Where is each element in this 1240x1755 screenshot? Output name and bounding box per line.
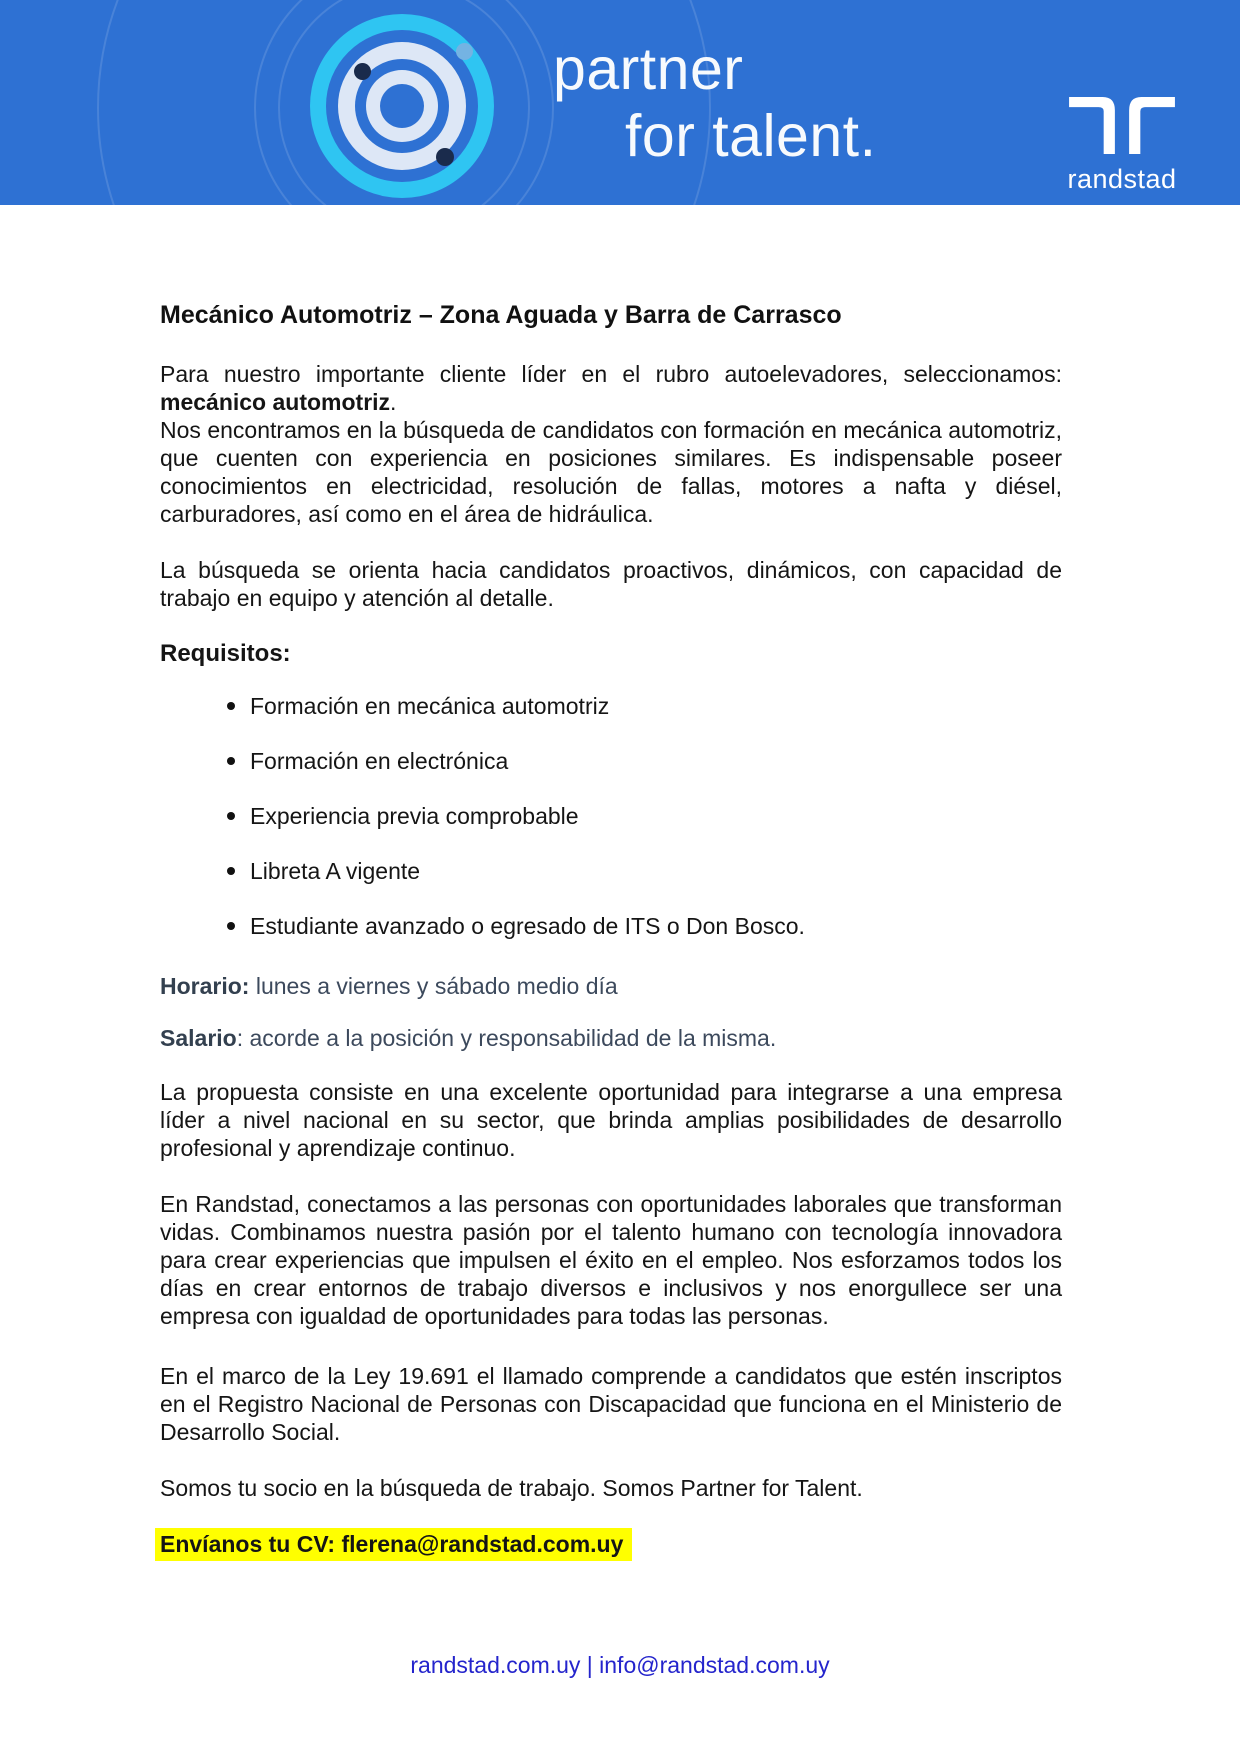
salary-value: : acorde a la posición y responsabilidad de la misma.: [236, 1025, 777, 1051]
schedule-label: Horario:: [160, 973, 250, 999]
intro-paragraph-line1: Para nuestro importante cliente líder en el rubro autoelevadores, seleccionamos:: [160, 361, 1062, 387]
header-banner: [0, 0, 1240, 205]
list-item: [250, 802, 1062, 830]
job-title: Mecánico Automotriz – Zona Aguada y Barra de Carrasco: [160, 301, 842, 329]
schedule-value: lunes a viernes y sábado medio día: [249, 973, 618, 999]
logo-navy-dot-bottom: [436, 148, 454, 166]
schedule-line: [160, 972, 1062, 1000]
list-item: [250, 912, 1062, 940]
logo-lightblue-dot: [456, 43, 473, 60]
cv-email-highlight[interactable]: Envíanos tu CV: flerena@randstad.com.uy: [155, 1528, 632, 1561]
salary-line: [160, 1024, 1062, 1052]
salary-label: Salario: [160, 1025, 237, 1051]
requirement-text: Formación en electrónica: [250, 748, 509, 774]
requirement-text: Experiencia previa comprobable: [250, 803, 579, 829]
cv-line: [160, 1530, 1062, 1558]
requirement-text: Formación en mecánica automotriz: [250, 693, 610, 719]
description-paragraph: Nos encontramos en la búsqueda de candidatos con formación en mecánica automotriz, que cuenten con experiencia en posiciones similares. Es indispensable poseer conocimientos en electricidad, resolución de fallas, motores a nafta y diésel, carburadores, así como en el área de hidráulica.: [160, 417, 1062, 527]
tagline-partner: partner: [553, 36, 744, 102]
requirement-text: Estudiante avanzado o egresado de ITS o Don Bosco.: [250, 913, 805, 939]
profile-paragraph: La búsqueda se orienta hacia candidatos proactivos, dinámicos, con capacidad de trabajo en equipo y atención al detalle.: [160, 557, 1062, 611]
job-posting: [0, 205, 1240, 1558]
list-item: [250, 692, 1062, 720]
about-paragraph: En Randstad, conectamos a las personas con oportunidades laborales que transforman vidas. Combinamos nuestra pasión por el talento humano con tecnología innovadora para crear experiencias que impulsen el éxito en el empleo. Nos esforzamos todos los días en crear entornos de trabajo diversos e inclusivos y nos enorgullece ser una empresa con igualdad de oportunidades para todas las personas.: [160, 1191, 1062, 1329]
tagline: [553, 36, 876, 170]
intro-period: .: [390, 389, 397, 415]
offer-paragraph: La propuesta consiste en una excelente oportunidad para integrarse a una empresa líder a nivel nacional en su sector, que brinda amplias posibilidades de desarrollo profesional y aprendizaje continuo.: [160, 1079, 1062, 1161]
randstad-r-icon: [1069, 97, 1175, 154]
randstad-logo: [1062, 97, 1182, 193]
randstad-wordmark: randstad: [1067, 164, 1177, 194]
list-item: [250, 747, 1062, 775]
tagline-for-talent: for talent.: [625, 103, 877, 169]
logo-navy-dot-top: [354, 63, 371, 80]
requirements-heading: Requisitos:: [160, 640, 291, 667]
list-item: [250, 857, 1062, 885]
intro-bold-role: mecánico automotriz: [160, 389, 391, 415]
logo-center-disc: [380, 84, 424, 128]
footer-links[interactable]: randstad.com.uy | info@randstad.com.uy: [410, 1652, 830, 1678]
intro-paragraph-line2: [160, 388, 1062, 416]
requirements-list: [160, 692, 1062, 940]
requirement-text: Libreta A vigente: [250, 858, 421, 884]
law-paragraph: En el marco de la Ley 19.691 el llamado comprende a candidatos que estén inscriptos en el Registro Nacional de Personas con Discapacidad que funciona en el Ministerio de Desarrollo Social.: [160, 1363, 1062, 1445]
partner-paragraph: Somos tu socio en la búsqueda de trabajo. Somos Partner for Talent.: [160, 1475, 863, 1501]
